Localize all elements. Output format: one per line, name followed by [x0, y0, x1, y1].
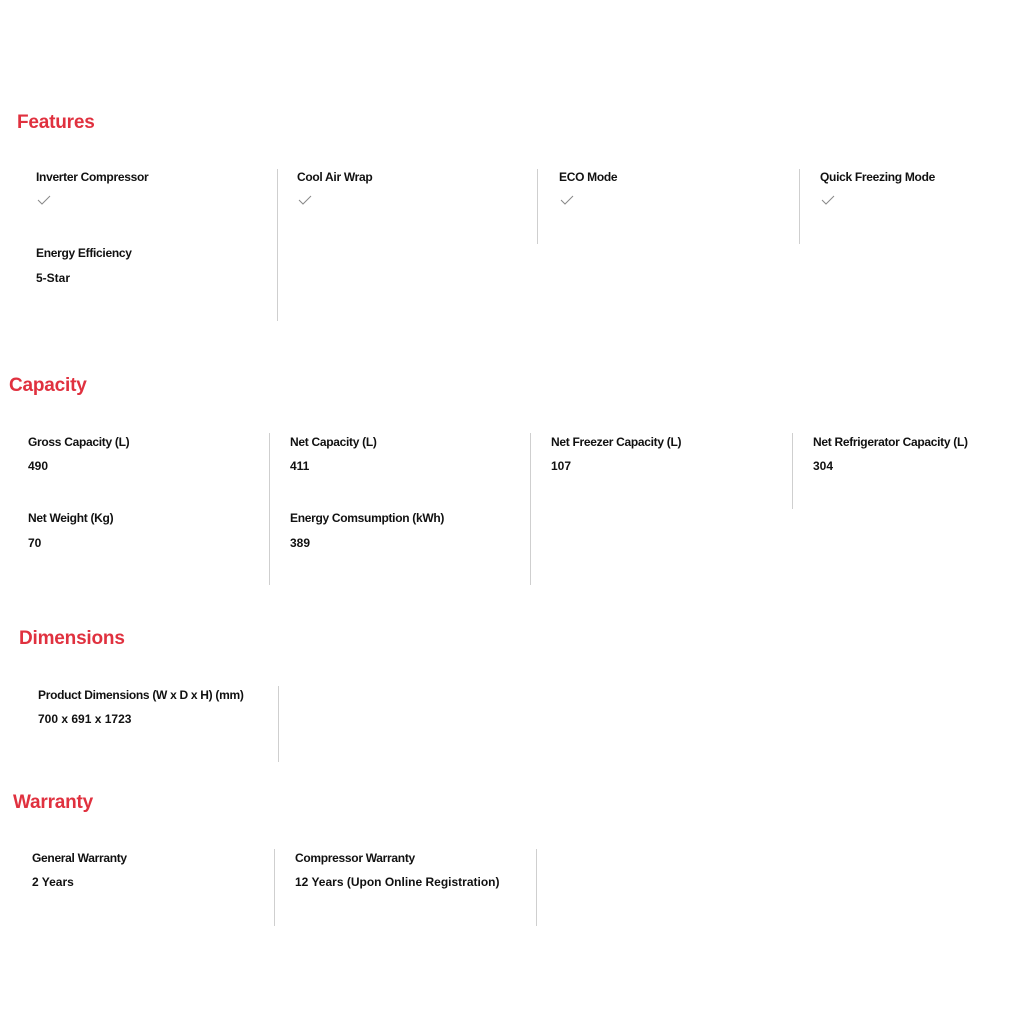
warranty-general-label: General Warranty — [32, 851, 127, 865]
capacity-energy-consumption-label: Energy Comsumption (kWh) — [290, 511, 445, 525]
column-divider — [278, 686, 279, 762]
warranty-general-value: 2 Years — [32, 875, 74, 889]
feature-quick-freezing-label: Quick Freezing Mode — [820, 170, 935, 184]
features-title: Features — [17, 112, 95, 133]
checkmark-icon — [37, 195, 51, 205]
column-divider — [799, 169, 800, 244]
capacity-net-label: Net Capacity (L) — [290, 435, 377, 449]
column-divider — [537, 169, 538, 244]
column-divider — [792, 433, 793, 509]
column-divider — [269, 433, 270, 585]
feature-energy-efficiency-value: 5-Star — [36, 271, 71, 285]
column-divider — [277, 169, 278, 321]
capacity-net-freezer-label: Net Freezer Capacity (L) — [551, 435, 682, 449]
capacity-net-weight-label: Net Weight (Kg) — [28, 511, 114, 525]
capacity-net-value: 411 — [290, 459, 310, 473]
feature-inverter-compressor-label: Inverter Compressor — [36, 170, 149, 184]
capacity-net-refrigerator-label: Net Refrigerator Capacity (L) — [813, 435, 968, 449]
checkmark-icon — [560, 195, 574, 205]
feature-energy-efficiency-label: Energy Efficiency — [36, 246, 132, 260]
capacity-title: Capacity — [9, 375, 87, 396]
dimensions-product-label: Product Dimensions (W x D x H) (mm) — [38, 688, 244, 702]
column-divider — [274, 849, 275, 926]
column-divider — [530, 433, 531, 585]
warranty-compressor-label: Compressor Warranty — [295, 851, 415, 865]
capacity-gross-label: Gross Capacity (L) — [28, 435, 130, 449]
feature-cool-air-wrap-label: Cool Air Wrap — [297, 170, 373, 184]
dimensions-title: Dimensions — [19, 628, 125, 649]
column-divider — [536, 849, 537, 926]
checkmark-icon — [298, 195, 312, 205]
warranty-title: Warranty — [13, 792, 94, 813]
capacity-net-refrigerator-value: 304 — [813, 459, 834, 473]
capacity-energy-consumption-value: 389 — [290, 536, 311, 550]
feature-eco-mode-label: ECO Mode — [559, 170, 618, 184]
dimensions-product-value: 700 x 691 x 1723 — [38, 712, 132, 726]
capacity-net-freezer-value: 107 — [551, 459, 572, 473]
warranty-compressor-value: 12 Years (Upon Online Registration) — [295, 875, 500, 889]
checkmark-icon — [821, 195, 835, 205]
capacity-net-weight-value: 70 — [28, 536, 42, 550]
capacity-gross-value: 490 — [28, 459, 49, 473]
